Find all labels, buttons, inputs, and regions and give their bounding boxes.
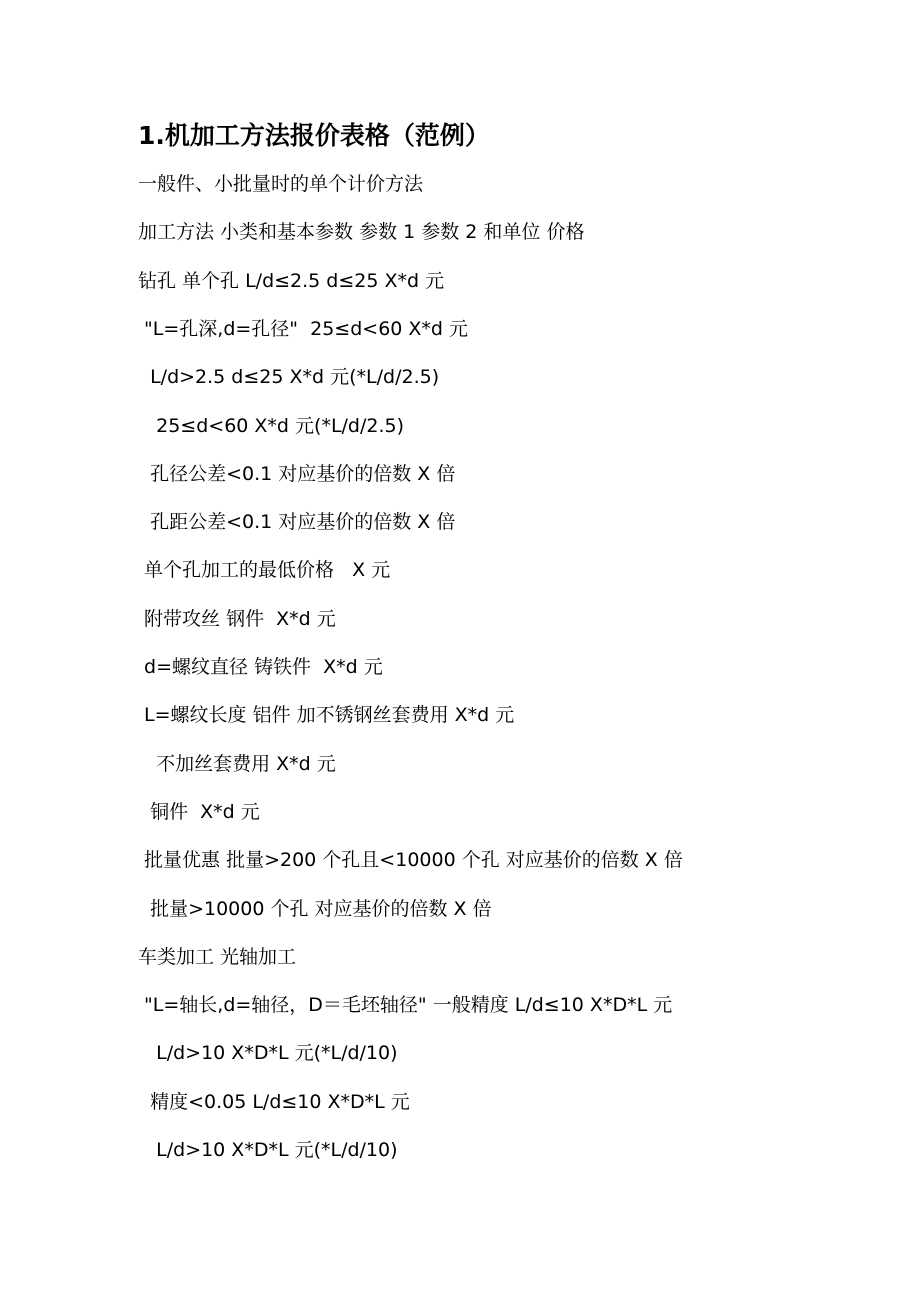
text-line: L/d>10 X*D*L 元(*L/d/10) [138, 1139, 398, 1161]
text-line: 孔径公差<0.1 对应基价的倍数 X 倍 [138, 462, 456, 485]
text-line: 车类加工 光轴加工 [138, 945, 297, 968]
text-line: L=螺纹长度 铝件 加不锈钢丝套费用 X*d 元 [138, 704, 515, 727]
text-line: 钻孔 单个孔 L/d≤2.5 d≤25 X*d 元 [138, 269, 445, 292]
text-line: 单个孔加工的最低价格 X 元 [138, 559, 391, 582]
text-line: 批量>10000 个孔 对应基价的倍数 X 倍 [138, 897, 492, 920]
text-line: 一般件、小批量时的单个计价方法 [138, 173, 424, 195]
text-line: 孔距公差<0.1 对应基价的倍数 X 倍 [138, 511, 456, 534]
text-line: 批量优惠 批量>200 个孔且<10000 个孔 对应基价的倍数 X 倍 [138, 849, 683, 872]
text-line: "L=孔深,d=孔径" 25≤d<60 X*d 元 [138, 317, 469, 340]
text-line: 不加丝套费用 X*d 元 [138, 752, 336, 775]
text-line: 25≤d<60 X*d 元(*L/d/2.5) [138, 414, 405, 437]
text-line: d=螺纹直径 铸铁件 X*d 元 [138, 656, 383, 678]
text-line: L/d>2.5 d≤25 X*d 元(*L/d/2.5) [138, 366, 440, 389]
text-line: "L=轴长,d=轴径，D＝毛坯轴径" 一般精度 L/d≤10 X*D*L 元 [138, 994, 673, 1017]
text-line: L/d>10 X*D*L 元(*L/d/10) [138, 1042, 398, 1065]
text-line: 附带攻丝 钢件 X*d 元 [138, 607, 336, 630]
text-line: 铜件 X*d 元 [138, 800, 260, 823]
text-line: 加工方法 小类和基本参数 参数 1 参数 2 和单位 价格 [138, 221, 585, 244]
text-line: 精度<0.05 L/d≤10 X*D*L 元 [138, 1090, 410, 1113]
document-title: 1.机加工方法报价表格（范例） [138, 121, 490, 150]
